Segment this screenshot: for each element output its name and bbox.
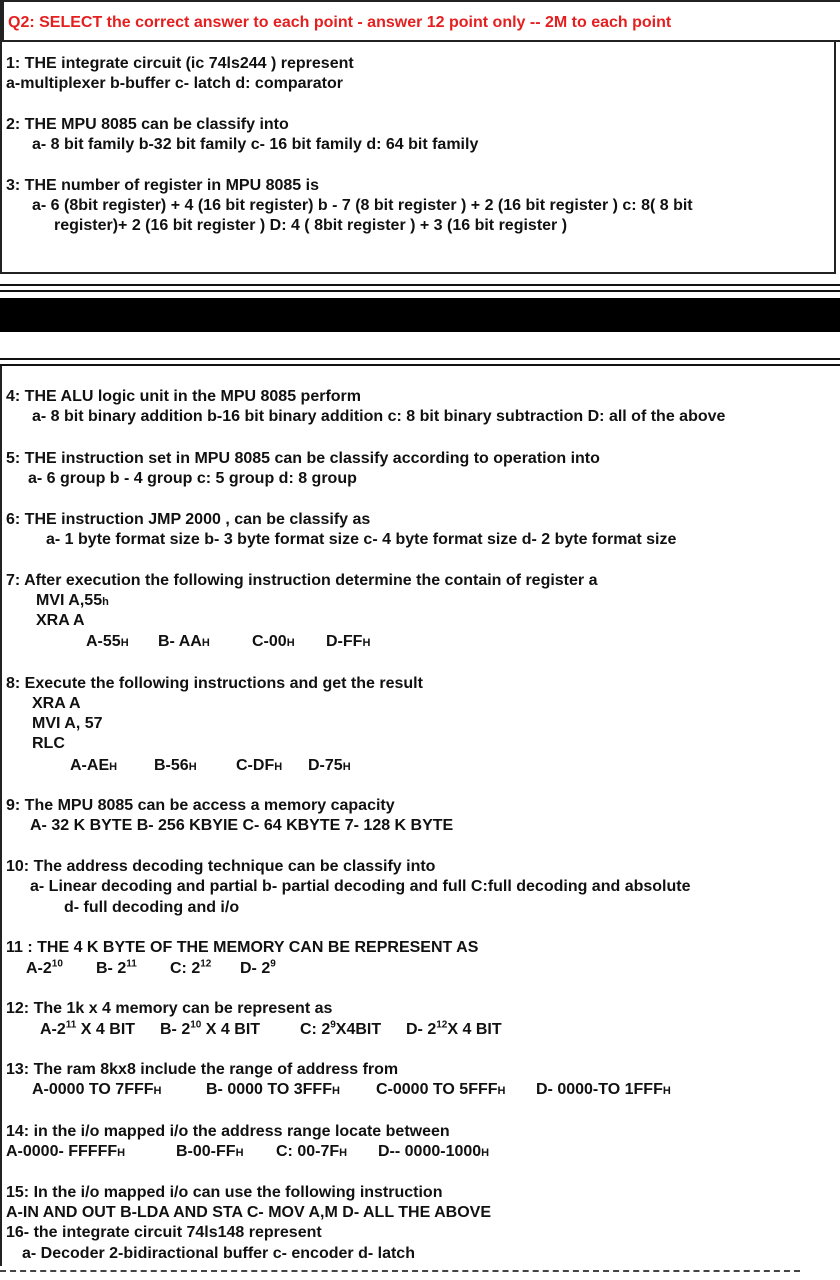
- question-8-option-b: B-56H: [154, 757, 197, 774]
- question-1-options: a-multiplexer b-buffer c- latch d: comparator: [6, 75, 343, 92]
- question-7-option-b: B- AAH: [158, 633, 210, 650]
- divider-line: [0, 358, 840, 360]
- black-band: [0, 298, 840, 332]
- bottom-dashed-divider: [0, 1270, 800, 1272]
- question-11-option-c: C: $2^{12}$: [170, 958, 212, 977]
- question-7: 7: After execution the following instruction determine the contain of register a: [6, 572, 598, 589]
- question-5-options: a- 6 group b - 4 group c: 5 group d: 8 group: [28, 470, 357, 487]
- question-8: 8: Execute the following instructions and get the result: [6, 675, 423, 692]
- question-7-code-line1: MVI A,55h: [36, 592, 109, 609]
- divider-line: [0, 284, 840, 286]
- question-4-options: a- 8 bit binary addition b-16 bit binary addition c: 8 bit binary subtraction D: all of the above: [32, 408, 726, 425]
- question-14-option-d: D-- 0000-1000H: [378, 1143, 490, 1160]
- question-3-options-line2: register)+ 2 (16 bit register ) D: 4 ( 8bit register ) + 3 (16 bit register ): [54, 217, 568, 234]
- question-13-option-a: A-0000 TO 7FFFH: [32, 1081, 162, 1098]
- page-title: Q2: SELECT the correct answer to each point - answer 12 point only -- 2M to each point: [8, 14, 672, 31]
- question-11-option-b: B- $2^{11}$: [96, 958, 137, 977]
- question-11-option-d: D- $2^9$: [240, 958, 276, 977]
- divider-line: [0, 290, 840, 292]
- question-16-options: a- Decoder 2-bidiractional buffer c- encoder d- latch: [22, 1245, 415, 1262]
- question-1: 1: THE integrate circuit (ic 74ls244 ) represent: [6, 55, 354, 72]
- question-3: 3: THE number of register in MPU 8085 is: [6, 177, 319, 194]
- question-5: 5: THE instruction set in MPU 8085 can be classify according to operation into: [6, 450, 600, 467]
- question-14: 14: in the i/o mapped i/o the address range locate between: [6, 1123, 450, 1140]
- question-13-option-c: C-0000 TO 5FFFH: [376, 1081, 506, 1098]
- question-8-option-a: A-AEH: [70, 757, 118, 774]
- question-8-option-c: C-DFH: [236, 757, 283, 774]
- question-10: 10: The address decoding technique can be classify into: [6, 858, 436, 875]
- title-box: [2, 0, 840, 42]
- question-7-option-a: A-55H: [86, 633, 129, 650]
- question-13: 13: The ram 8kx8 include the range of address from: [6, 1061, 399, 1078]
- question-4: 4: THE ALU logic unit in the MPU 8085 perform: [6, 388, 361, 405]
- question-12-option-d: D- $2^{12}X$ 4 BIT: [406, 1019, 502, 1038]
- question-12-option-c: C: $2^9X4BIT$: [300, 1019, 382, 1038]
- question-13-option-d: D- 0000-TO 1FFFH: [536, 1081, 671, 1098]
- question-14-option-c: C: 00-7FH: [276, 1143, 348, 1160]
- question-11: 11 : THE 4 K BYTE OF THE MEMORY CAN BE REPRESENT AS: [6, 939, 479, 956]
- question-9-options: A- 32 K BYTE B- 256 KBYIE C- 64 KBYTE 7- 128 K BYTE: [30, 817, 454, 834]
- question-9: 9: The MPU 8085 can be access a memory capacity: [6, 797, 395, 814]
- question-10-options-line1: a- Linear decoding and partial b- partial decoding and full C:full decoding and absolute: [30, 878, 691, 895]
- question-15-options: A-IN AND OUT B-LDA AND STA C- MOV A,M D- ALL THE ABOVE: [6, 1204, 491, 1221]
- question-7-option-d: D-FFH: [326, 633, 371, 650]
- question-2-options: a- 8 bit family b-32 bit family c- 16 bit family d: 64 bit family: [32, 136, 479, 153]
- question-12: 12: The 1k x 4 memory can be represent as: [6, 1000, 333, 1017]
- question-2: 2: THE MPU 8085 can be classify into: [6, 116, 289, 133]
- question-15: 15: In the i/o mapped i/o can use the following instruction: [6, 1184, 443, 1201]
- question-8-option-d: D-75H: [308, 757, 351, 774]
- question-6-options: a- 1 byte format size b- 3 byte format size c- 4 byte format size d- 2 byte format size: [46, 531, 677, 548]
- question-7-option-c: C-00H: [252, 633, 295, 650]
- question-13-option-b: B- 0000 TO 3FFFH: [206, 1081, 340, 1098]
- question-16: 16- the integrate circuit 74ls148 represent: [6, 1224, 322, 1241]
- question-8-code-line3: RLC: [32, 735, 65, 752]
- question-8-code-line1: XRA A: [32, 695, 81, 712]
- question-7-code-line2: XRA A: [36, 612, 85, 629]
- question-10-options-line2: d- full decoding and i/o: [64, 899, 240, 916]
- question-11-option-a: $A-2^{10}$: [26, 958, 63, 977]
- question-8-code-line2: MVI A, 57: [32, 715, 103, 732]
- question-12-option-b: B- $2^{10}$ X 4 BIT: [160, 1019, 261, 1038]
- top-question-panel: [0, 0, 836, 274]
- question-14-option-b: B-00-FFH: [176, 1143, 244, 1160]
- question-6: 6: THE instruction JMP 2000 , can be classify as: [6, 511, 371, 528]
- question-12-option-a: $A-2^{11}$ X 4 BIT: [40, 1019, 136, 1038]
- question-14-option-a: A-0000- FFFFFH: [6, 1143, 126, 1160]
- question-3-options-line1: a- 6 (8bit register) + 4 (16 bit register) b - 7 (8 bit register ) + 2 (16 bit register ) c: 8( 8 bit: [32, 197, 693, 214]
